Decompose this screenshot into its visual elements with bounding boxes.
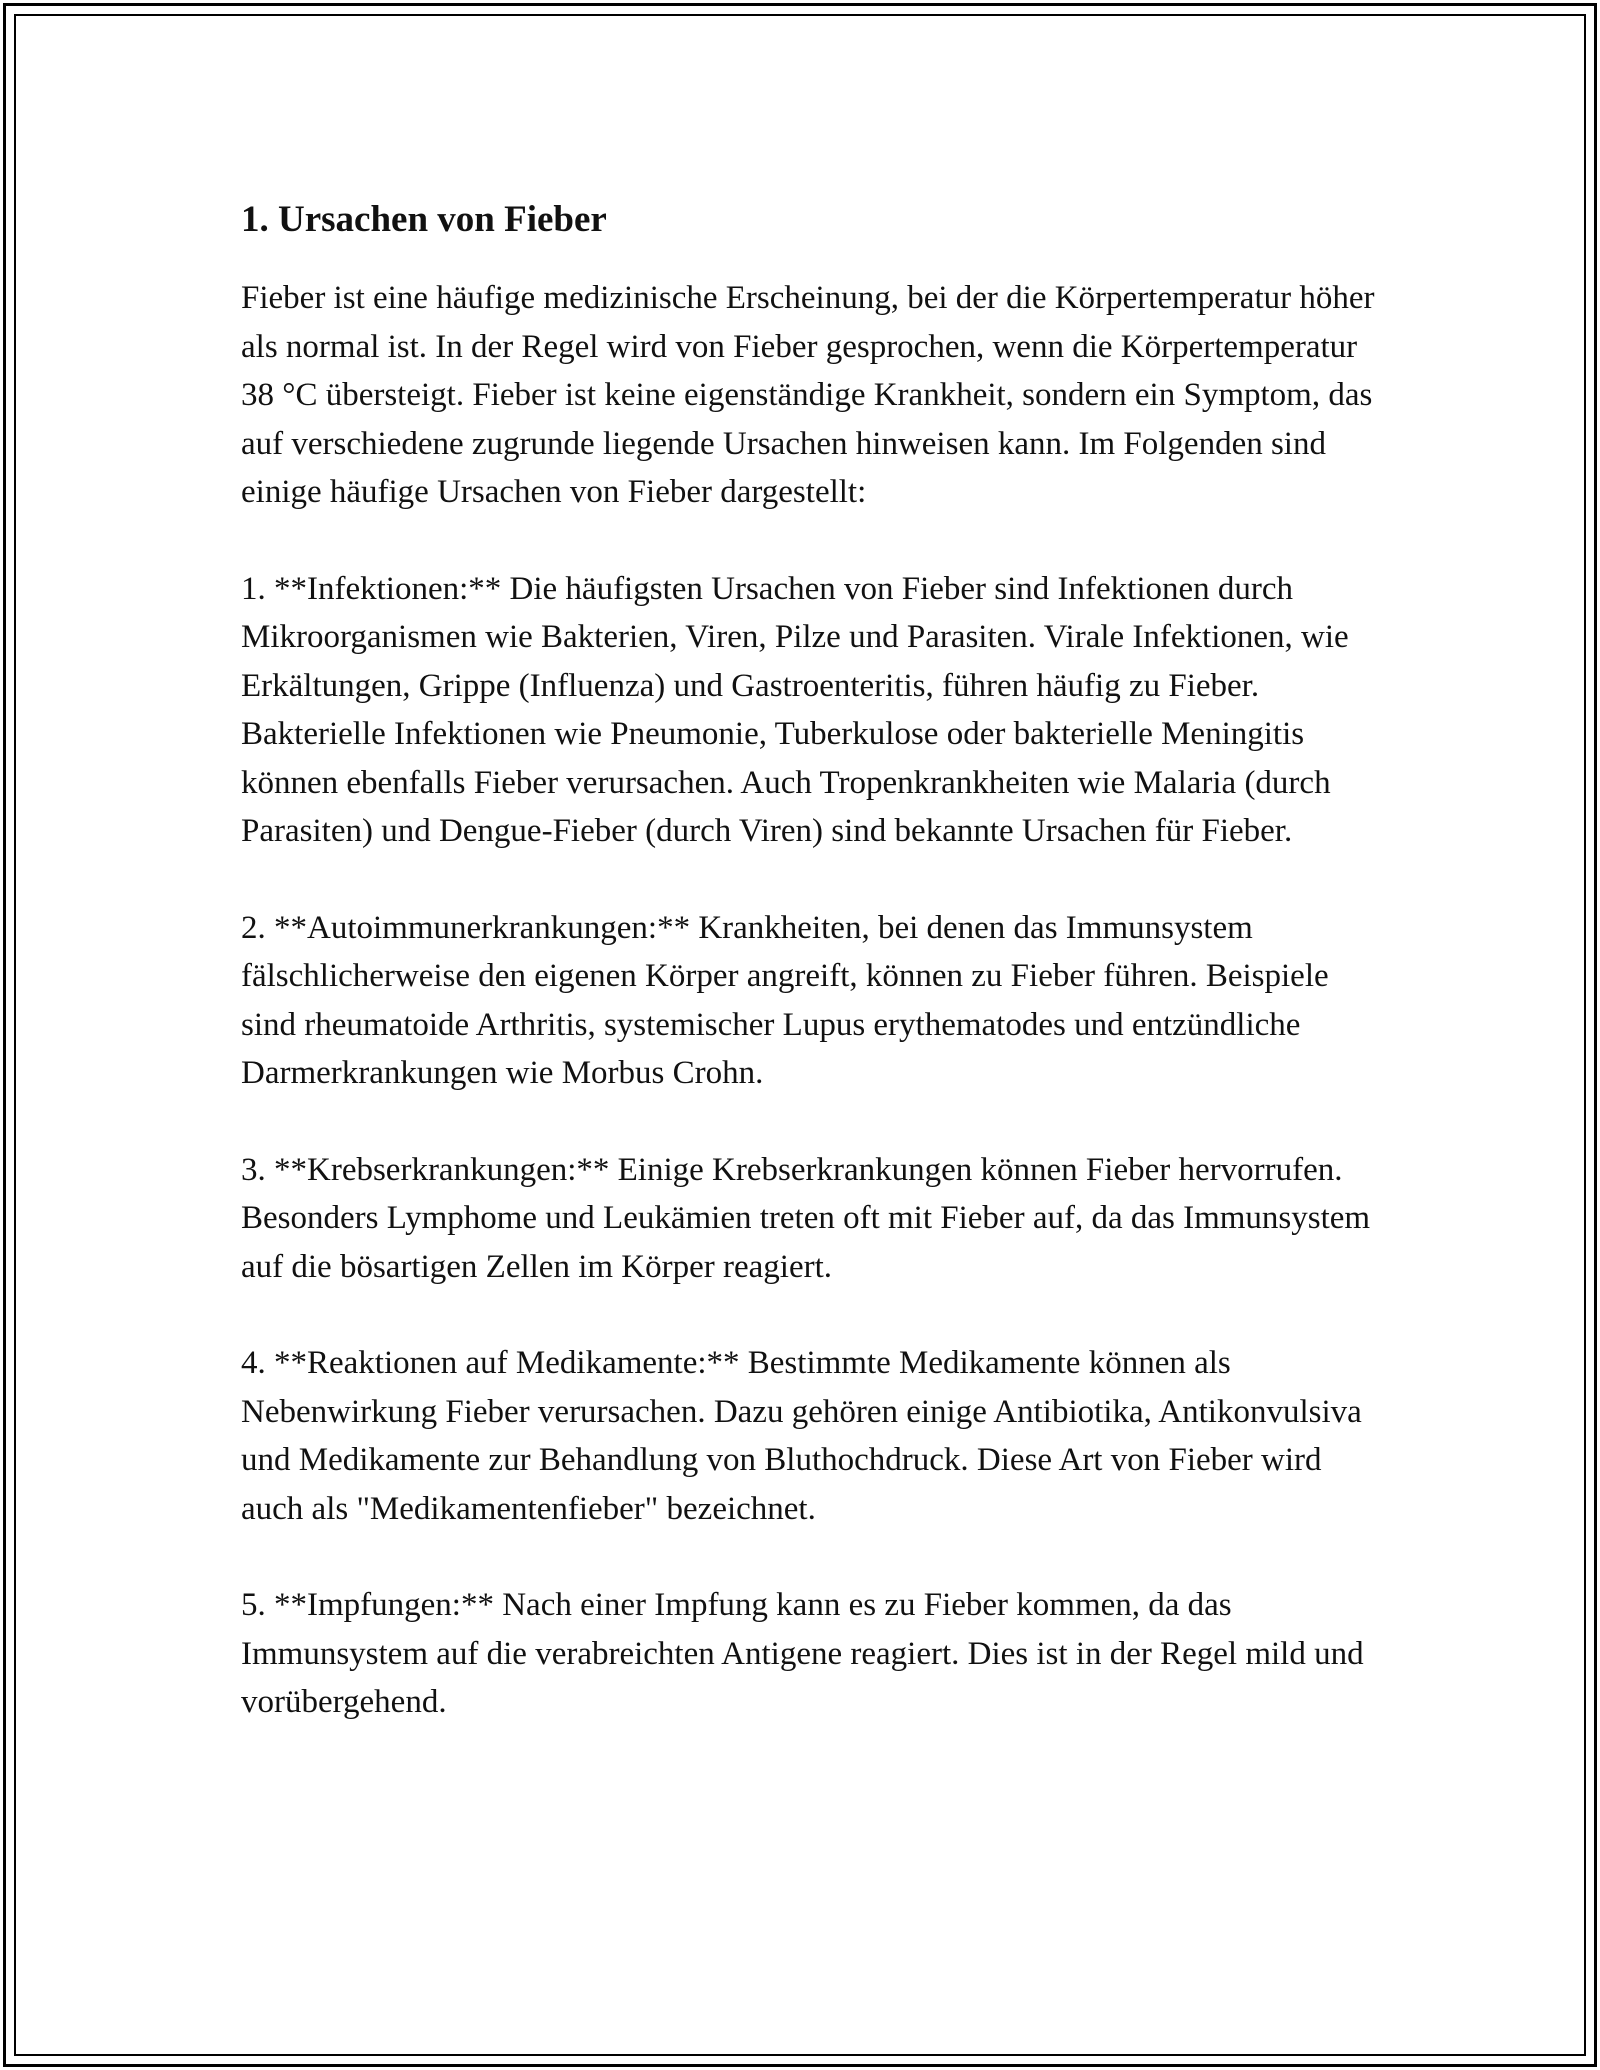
cause-autoimmune-paragraph: 2. **Autoimmunerkrankungen:** Krankheiten, bei denen das Immunsystem fälschlicherweise den eigenen Körper angreift, können zu Fieber führen. Beispiele sind rheumatoide Arthritis, systemischer Lupus erythematodes und entzündliche Darmerkrankungen wie Morbus Crohn. (241, 909, 1329, 1091)
cause-medication-paragraph: 4. **Reaktionen auf Medikamente:** Bestimmte Medikamente können als Nebenwirkung Fieber verursachen. Dazu gehören einige Antibiotika, Antikonvulsiva und Medikamente zur Behandlung von Bluthochdruck. Diese Art von Fieber wird auch als "Medikamentenfieber" bezeichnet. (241, 1345, 1362, 1527)
cause-infections-paragraph: 1. **Infektionen:** Die häufigsten Ursachen von Fieber sind Infektionen durch Mikroorganismen wie Bakterien, Viren, Pilze und Parasiten. Virale Infektionen, wie Erkältungen, Grippe (Influenza) und Gastroenteritis, führen häufig zu Fieber. Bakterielle Infektionen wie Pneumonie, Tuberkulose oder bakterielle Meningitis können ebenfalls Fieber verursachen. Auch Tropenkrankheiten wie Malaria (durch Parasiten) und Dengue-Fieber (durch Viren) sind bekannte Ursachen für Fieber. (241, 570, 1349, 849)
document-title: 1. Ursachen von Fieber (241, 199, 607, 240)
cause-vaccination-paragraph: 5. **Impfungen:** Nach einer Impfung kann es zu Fieber kommen, da das Immunsystem auf die verabreichten Antigene reagiert. Dies ist in der Regel mild und vorübergehend. (241, 1587, 1364, 1720)
intro-paragraph: Fieber ist eine häufige medizinische Erscheinung, bei der die Körpertemperatur höher als normal ist. In der Regel wird von Fieber gesprochen, wenn die Körpertemperatur 38 °C übersteigt. Fieber ist keine eigenständige Krankheit, sondern ein Symptom, das auf verschiedene zugrunde liegende Ursachen hinweisen kann. Im Folgenden sind einige häufige Ursachen von Fieber dargestellt: (241, 280, 1375, 510)
page-frame (3, 3, 1597, 2067)
document-body (241, 196, 1391, 1775)
cause-cancer-paragraph: 3. **Krebserkrankungen:** Einige Krebserkrankungen können Fieber hervorrufen. Besonders Lymphome und Leukämien treten oft mit Fieber auf, da das Immunsystem auf die bösartigen Zellen im Körper reagiert. (241, 1151, 1371, 1285)
